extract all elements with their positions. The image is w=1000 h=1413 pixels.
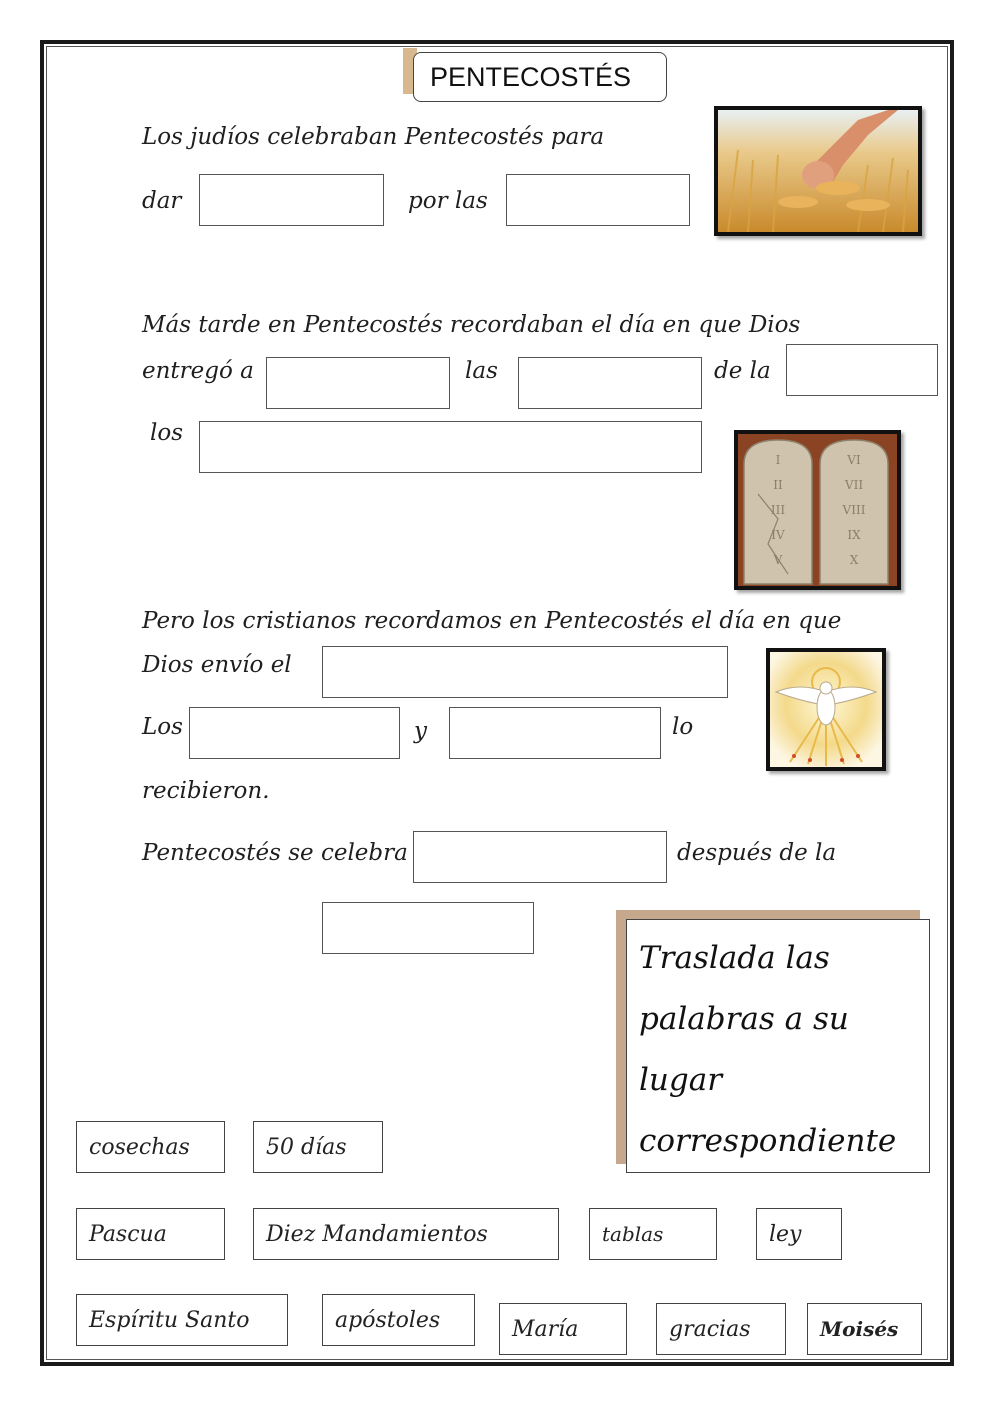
- tablet-numeral: VI: [847, 453, 861, 467]
- tablet-numeral: V: [773, 553, 783, 567]
- wheat-field-image: [714, 106, 922, 236]
- word-tile-ley[interactable]: ley: [756, 1208, 842, 1260]
- instruction-box: [626, 919, 930, 1173]
- drop-slot-se-celebra[interactable]: [413, 831, 667, 883]
- word-tile-espiritu-santo[interactable]: Espíritu Santo: [76, 1294, 288, 1346]
- instruction-line: palabras a su: [639, 1001, 849, 1037]
- section3-text: Pero los cristianos recordamos en Pentecostés el día en que: [142, 608, 842, 634]
- drop-slot-dar[interactable]: [199, 174, 384, 226]
- section2-text: Más tarde en Pentecostés recordaban el día en que Dios: [142, 312, 801, 338]
- section2-los-label: los: [150, 420, 184, 446]
- drop-slot-las[interactable]: [518, 357, 702, 409]
- tablet-numeral: IV: [771, 528, 785, 542]
- holy-spirit-dove-image: [766, 648, 886, 771]
- drop-slot-los-recibieron-2[interactable]: [449, 707, 661, 759]
- section1-por-las-label: por las: [408, 188, 488, 214]
- word-tile-moises[interactable]: Moisés: [807, 1303, 922, 1355]
- word-tile-pascua[interactable]: Pascua: [76, 1208, 225, 1260]
- section4-despues-label: después de la: [677, 840, 837, 866]
- word-tile-diez-mandamientos[interactable]: Diez Mandamientos: [253, 1208, 559, 1260]
- word-tile-cosechas[interactable]: cosechas: [76, 1121, 225, 1173]
- section4-celebra-label: Pentecostés se celebra: [142, 840, 408, 866]
- instruction-line: lugar: [639, 1062, 723, 1098]
- section1-dar-label: dar: [142, 188, 182, 214]
- section2-de-la-label: de la: [714, 358, 771, 384]
- drop-slot-de-la[interactable]: [786, 344, 938, 396]
- tablet-numeral: X: [849, 553, 859, 567]
- drop-slot-despues-de-la[interactable]: [322, 902, 534, 954]
- drop-slot-los[interactable]: [199, 421, 702, 473]
- drop-slot-entrego-a[interactable]: [266, 357, 450, 409]
- tablet-numeral: I: [775, 453, 781, 467]
- drop-slot-los-recibieron-1[interactable]: [189, 707, 400, 759]
- section2-entrego-label: entregó a: [142, 358, 254, 384]
- drop-slot-envio-el[interactable]: [322, 646, 728, 698]
- section3-lo-label: lo: [672, 714, 694, 740]
- section3-envio-label: Dios envío el: [142, 652, 292, 678]
- word-tile-50-dias[interactable]: 50 días: [253, 1121, 383, 1173]
- stone-tablets-image: [734, 430, 901, 590]
- section3-y-label: y: [414, 718, 427, 744]
- instruction-line: correspondiente: [639, 1123, 897, 1159]
- tablet-numeral: II: [773, 478, 783, 492]
- instruction-line: Traslada las: [639, 940, 830, 976]
- drop-slot-por-las[interactable]: [506, 174, 690, 226]
- tablet-numeral: IX: [847, 528, 861, 542]
- section3-los-label: Los: [142, 714, 183, 740]
- tablet-numeral: VIII: [842, 503, 866, 517]
- word-tile-tablas[interactable]: tablas: [589, 1208, 717, 1260]
- section2-las-label: las: [465, 358, 498, 384]
- word-tile-gracias[interactable]: gracias: [656, 1303, 786, 1355]
- page-title: PENTECOSTÉS: [413, 52, 667, 102]
- tablet-numeral: VII: [844, 478, 864, 492]
- section3-recibieron-label: recibieron.: [142, 778, 270, 804]
- word-tile-maria[interactable]: María: [499, 1303, 627, 1355]
- tablet-numeral: III: [770, 503, 786, 517]
- word-tile-apostoles[interactable]: apóstoles: [322, 1294, 475, 1346]
- section1-text: Los judíos celebraban Pentecostés para: [142, 124, 605, 150]
